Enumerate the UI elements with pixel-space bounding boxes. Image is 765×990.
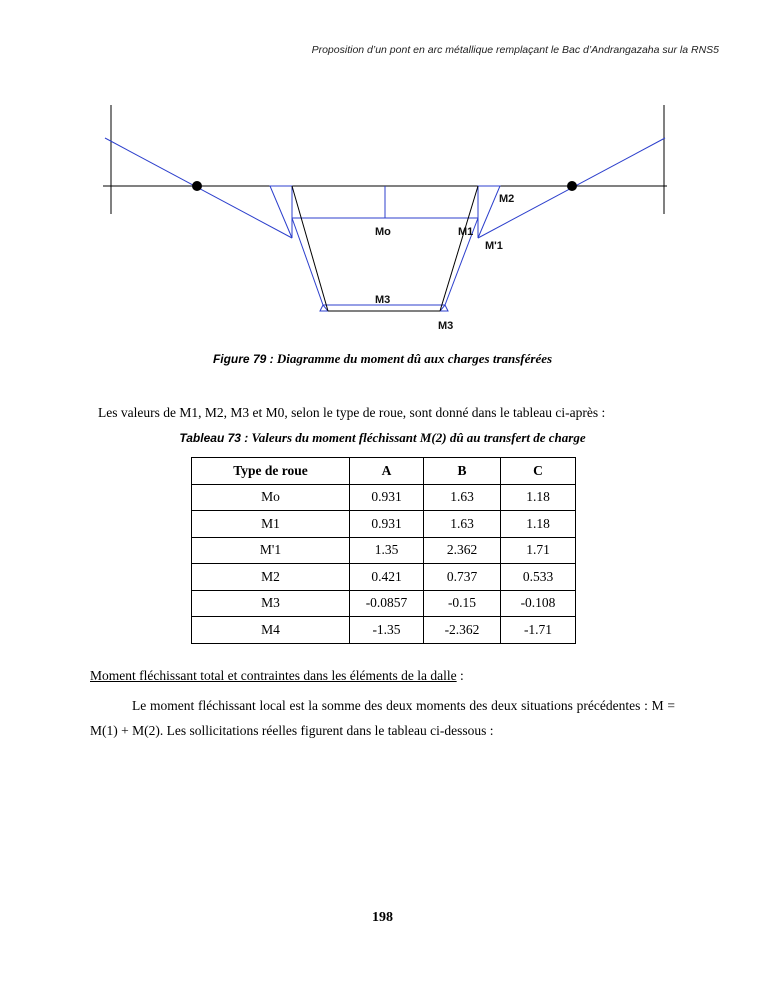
table-cell: M3	[192, 590, 350, 617]
table-cell: -1.35	[350, 617, 424, 644]
table-cell: -0.0857	[350, 590, 424, 617]
table-cell: M1	[192, 511, 350, 538]
table-cell: 1.63	[424, 484, 501, 511]
table-cell: Mo	[192, 484, 350, 511]
table-cell: -0.108	[501, 590, 576, 617]
table-cell: M2	[192, 564, 350, 591]
table-cell: 1.18	[501, 484, 576, 511]
section-heading	[90, 668, 464, 684]
table-row	[192, 617, 576, 644]
left-slope-line	[292, 218, 323, 305]
figure-caption-text: Diagramme du moment dû aux charges transférées	[273, 351, 553, 366]
table-cell: 0.931	[350, 511, 424, 538]
table-cell: -0.15	[424, 590, 501, 617]
figure-caption	[0, 351, 765, 367]
table-cell: 0.737	[424, 564, 501, 591]
header-cell: C	[501, 458, 576, 485]
table-cell: 2.362	[424, 537, 501, 564]
right-support-triangle	[478, 186, 500, 238]
section-title: Moment fléchissant total et contraintes dans les éléments de la dalle	[90, 668, 457, 683]
label-m3-top: M3	[375, 294, 391, 306]
left-envelope-line	[292, 186, 328, 311]
table-row	[192, 537, 576, 564]
table-cell: 0.421	[350, 564, 424, 591]
table-header-row	[192, 458, 576, 485]
label-m2: M2	[499, 193, 515, 205]
moment-diagram	[95, 100, 675, 335]
page-number: 198	[372, 910, 393, 925]
header-cell: Type de roue	[192, 458, 350, 485]
table-row	[192, 484, 576, 511]
intro-text: Les valeurs de M1, M2, M3 et M0, selon le type de roue, sont donné dans le tableau ci-après :	[98, 405, 606, 420]
table-cell: 1.63	[424, 511, 501, 538]
table-row	[192, 590, 576, 617]
right-envelope-line	[440, 186, 478, 311]
header-cell: A	[350, 458, 424, 485]
table-cell: 1.18	[501, 511, 576, 538]
table-caption-lead: Tableau 73 :	[179, 431, 249, 445]
left-support-dot	[192, 181, 202, 191]
label-mo: Mo	[375, 226, 391, 238]
header-cell: B	[424, 458, 501, 485]
moment-table	[191, 457, 576, 644]
table-cell: -2.362	[424, 617, 501, 644]
table-caption	[0, 430, 765, 446]
running-header: Proposition d’un pont en arc métallique remplaçant le Bac d’Andrangazaha sur la RNS5	[311, 44, 719, 56]
table-cell: 1.35	[350, 537, 424, 564]
table-cell: M4	[192, 617, 350, 644]
table-row	[192, 511, 576, 538]
table-cell: 0.931	[350, 484, 424, 511]
label-m3-bottom: M3	[438, 320, 454, 332]
label-m1: M1	[458, 226, 474, 238]
table-cell: 1.71	[501, 537, 576, 564]
table-row	[192, 564, 576, 591]
table-cell: -1.71	[501, 617, 576, 644]
figure-caption-lead: Figure 79 :	[212, 352, 274, 366]
left-support-triangle	[270, 186, 292, 238]
section-suffix: :	[456, 668, 464, 683]
right-support-dot	[567, 181, 577, 191]
table-caption-text: Valeurs du moment fléchissant M(2) dû au transfert de charge	[248, 430, 586, 445]
table-cell: 0.533	[501, 564, 576, 591]
table-cell: M'1	[192, 537, 350, 564]
label-m1-prime: M'1	[485, 240, 503, 252]
body-paragraph: Le moment fléchissant local est la somme des deux moments des deux situations précédentes : M = M(1) + M(2). Les sollicitations réelles figurent dans le tableau ci-dessous :	[90, 698, 675, 738]
